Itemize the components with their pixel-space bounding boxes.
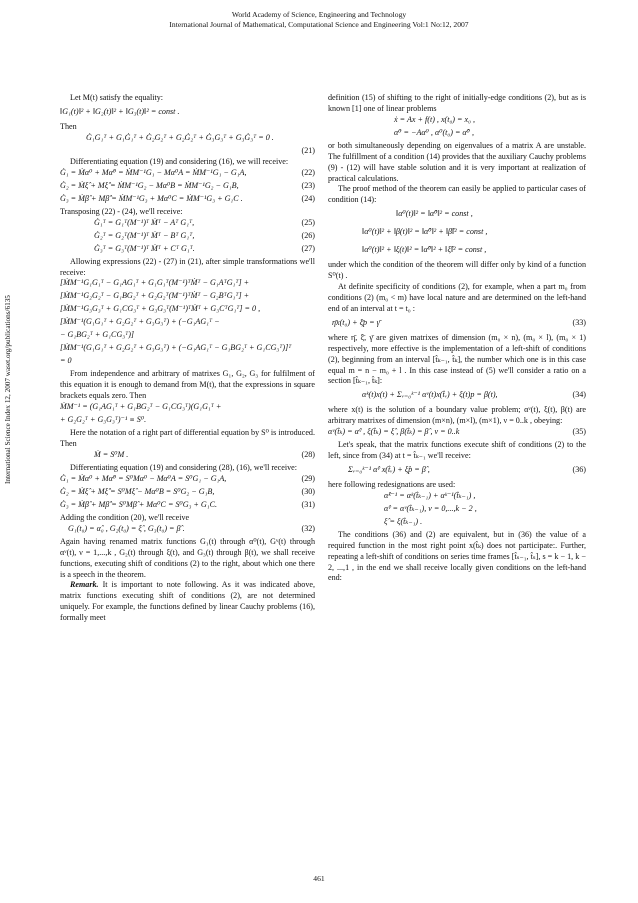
equation-number: (26)	[301, 230, 315, 240]
equation	[328, 115, 586, 128]
paragraph: Differentiating equation (19) and considering (16), we will receive:	[70, 156, 289, 166]
equation	[60, 330, 315, 343]
equation	[328, 427, 586, 440]
equation-formula: Ġ₂ᵀ = G₂ᵀ(M⁻¹)ᵀ Ṁᵀ − Bᵀ G₁ᵀ,	[94, 230, 195, 240]
page-number: 461	[313, 874, 325, 883]
equation	[328, 206, 586, 224]
equation-formula: α̂ᵏ⁻¹ = αᵏ(t̂ₖ₋₁) + αᵏ⁻¹(t̂ₖ₋₁) ,	[384, 490, 476, 500]
equation	[328, 128, 586, 141]
journal-header	[0, 10, 638, 30]
equation	[328, 224, 586, 242]
equation-number: (21)	[301, 145, 315, 155]
header-line-1: World Academy of Science, Engineering and Technology	[231, 10, 407, 19]
equation-number: (33)	[572, 317, 586, 327]
equation	[60, 402, 315, 415]
equation	[328, 517, 586, 530]
equation	[60, 133, 315, 146]
equation-number: (34)	[572, 390, 586, 400]
equation	[60, 181, 315, 194]
equation-formula: Ġ₁G₁ᵀ + G₁Ġ₁ᵀ + Ġ₂G₂ᵀ + G₂Ġ₂ᵀ + Ġ₃G₃ᵀ + G₃Ġ₃ᵀ = 0 .	[86, 132, 274, 142]
equation-number: (32)	[301, 523, 315, 533]
paragraph: definition (15) of shifting to the right of initially-edge conditions (2), but as is known [1] one of linear problems	[328, 93, 586, 113]
paragraph: Let's speak, that the matrix functions execute shift of conditions (2) to the left, since from (34) at t = t̂ₖ₋₁ we'll receive:	[328, 440, 586, 461]
equation-formula: ẋ = Ax + f(t) , x(t₀) = x₀ ,	[394, 114, 475, 124]
equation	[60, 231, 315, 244]
equation-number: (36)	[572, 464, 586, 474]
equation	[60, 356, 315, 369]
paragraph: From independence and arbitrary of matrixes G₁, G₂, G₃ for fulfilment of this equation it is enough to demand from M(t), that the expressions in square brackets equals zero. Then	[60, 369, 315, 401]
equation	[60, 291, 315, 304]
equation-formula: ‖G₁(t)‖² + ‖G₂(t)‖² + ‖G₃(t)‖² = const .	[60, 106, 180, 116]
header-line-2: International Journal of Mathematical, Computational Science and Engineering Vol:1 No:12, 2007	[169, 20, 469, 29]
equation	[60, 474, 315, 487]
equation-formula: Ġ₂ = Ṁξ̂ + Mξ̂̇ = ṀM⁻¹G₂ − Mα⁰B = ṀM⁻¹G₂ − G₁B,	[60, 180, 239, 190]
equation-formula: Ġ₁ = Ṁα⁰ + Mα̇⁰ = S⁰Mα⁰ − Mα⁰A = S⁰G₁ − G₁A,	[60, 473, 227, 483]
paragraph: Again having renamed matrix functions G₁(t) through α⁰(t), Gᵛ(t) through αᵛ(t), ν = 1,...,k , G₂(t) through ξ(t), and G₃(t) through β(t), we shall receive functions, executing shift of conditions (2) to the right, about which one there is a speech in the theorem.	[60, 536, 315, 579]
equation	[328, 491, 586, 504]
equation	[60, 168, 315, 181]
paragraph	[60, 580, 315, 624]
equation-number: (27)	[301, 243, 315, 253]
equation-formula: Ġ₂ = Ṁξ̂ + Mξ̂̇ = S⁰Mξ̂ − Mα⁰B = S⁰G₂ − G₁B,	[60, 486, 215, 496]
paragraph: or both simultaneously depending on eigenvalues of a matrix A are unstable. The fulfillment of a condition (14) provides that the auxiliary Cauchy problems (9) - (12) will have stable solution and it is very important at realization of practical calculations.	[328, 140, 586, 183]
equation-formula: Ġ₃ᵀ = G₃ᵀ(M⁻¹)ᵀ Ṁᵀ + Cᵀ G₁ᵀ.	[94, 243, 195, 253]
equation-number: (25)	[301, 217, 315, 227]
right-column	[328, 93, 586, 584]
equation-formula: α̇⁰ = −Aα⁰ , α⁰(t₀) = α̂⁰ ,	[394, 127, 474, 137]
equation	[60, 343, 315, 356]
paragraph: At definite specificity of conditions (2), for example, when a part m₀ from conditions (2) (m₀ < m) have local nature and are determined on the left-hand end of an interval at t = t₀ :	[328, 282, 586, 313]
equation-formula: [ṀM⁻¹(G₁G₁ᵀ + G₂G₂ᵀ + G₃G₃ᵀ) + (−G₁AG₁ᵀ −	[60, 317, 220, 327]
equation-number: (22)	[301, 167, 315, 177]
equation-number: (23)	[301, 180, 315, 190]
paragraph: The proof method of the theorem can easily be applied to particular cases of condition (14):	[328, 184, 586, 205]
equation-number: (30)	[301, 486, 315, 496]
equation	[60, 194, 315, 207]
equation	[60, 317, 315, 330]
equation	[60, 487, 315, 500]
equation	[328, 242, 586, 260]
equation-number: (35)	[572, 427, 586, 437]
equation	[60, 450, 315, 463]
equation-formula: Ġ₃ = Ṁβ̂ + Mβ̂̇ = S⁰Mβ̂ + Mα⁰C = S⁰G₃ + G₁C.	[60, 499, 217, 509]
paragraph: Transposing (22) - (24), we'll receive:	[60, 206, 183, 216]
remark-text: It is important to note following. As it was indicated above, matrix functions executing shift of conditions (2), are not determined uniquely. For example, the functions defined by linear Cauchy problems (16), formally meet	[60, 580, 315, 623]
equation	[328, 387, 586, 405]
paragraph: under which the condition of the theorem will differ only by kind of a function S⁰(t) .	[328, 260, 586, 281]
equation	[60, 524, 315, 537]
equation-formula: G₁(t₀) = α̂₀ , G₂(t₀) = ξ̂ , G₃(t₀) = β̂ .	[68, 523, 185, 533]
equation-formula: η̄x(t₀) + ξ̄p = γ̄	[332, 317, 380, 327]
equation-formula: αᵏ(t)x(t) + Σᵥ₌₀ᵏ⁻¹ αᵛ(t)x(t̂ᵥ) + ξ(t)p = β(t),	[362, 390, 498, 400]
equation-formula: Ṁ = S⁰M .	[94, 449, 129, 459]
equation	[60, 500, 315, 513]
equation	[60, 244, 315, 257]
paragraph: where η̄, ξ̄, γ̄ are given matrixes of dimension (m₀ × n), (m₀ × l), (m₀ × 1) respectively, more effective is the implementation of a left-shift of conditions (2), beginning from an interval [t̂ₖ₋₁, t̂ₖ], the number which one is in this case equal m = n − m₀ + l . In this case instead of (5) we'll consider a ratio on a section [t̂ₖ₋₁, t̂ₖ]:	[328, 332, 586, 386]
equation	[60, 415, 315, 428]
paragraph: where x(t) is the solution of a boundary value problem; αᵛ(t), ξ(t), β(t) are arbitrary matrixes of dimension (m×n), (m×l), (m×1), ν = 0..k , obeying:	[328, 405, 586, 426]
equation-formula: [ṀM⁻¹G₁G₁ᵀ − G₁AG₁ᵀ + G₁G₁ᵀ(M⁻¹)ᵀṀᵀ − G₁AᵀG₁ᵀ] +	[60, 278, 250, 288]
remark-title: Remark.	[70, 580, 99, 590]
equation-formula: ‖α⁰(t)‖² + ‖β(t)‖² = ‖α̂⁰‖² + ‖β̂‖² = const ,	[362, 227, 488, 237]
equation-number: (28)	[301, 449, 315, 459]
equation-formula: Ġ₃ = Ṁβ̂ + Mβ̂̇ = ṀM⁻¹G₃ + Mα⁰C = ṀM⁻¹G₃ + G₁C .	[60, 193, 243, 203]
equation	[328, 315, 586, 333]
equation-number: (29)	[301, 473, 315, 483]
left-column	[60, 93, 315, 624]
paragraph: Adding the condition (20), we'll receive	[60, 512, 190, 522]
equation-formula: = 0	[60, 356, 72, 366]
equation	[328, 504, 586, 517]
equation-formula: [ṀM⁻¹G₂G₂ᵀ − G₁BG₂ᵀ + G₂G₂ᵀ(M⁻¹)ᵀṀᵀ − G₂BᵀG₁ᵀ] +	[60, 291, 250, 301]
equation	[60, 104, 315, 122]
sidebar-citation: International Science Index 12, 2007 waset.org/publications/6135	[4, 295, 12, 485]
equation	[60, 218, 315, 231]
equation	[60, 278, 315, 291]
paragraph: Here the notation of a right part of differential equation by S⁰ is introduced. Then	[60, 428, 315, 449]
paragraph: Let M(t) satisfy the equality:	[70, 93, 164, 102]
equation-number: (31)	[301, 499, 315, 509]
equation-number: (24)	[301, 193, 315, 203]
paragraph: Differentiating equation (19) and considering (28), (16), we'll receive:	[70, 462, 297, 472]
equation-formula: [ṀM⁻¹G₃G₃ᵀ + G₁CG₃ᵀ + G₃G₃ᵀ(M⁻¹)ᵀṀᵀ + G₃CᵀG₁ᵀ] = 0 ,	[60, 304, 261, 314]
equation	[328, 462, 586, 480]
equation-formula: [ṀM⁻¹(G₁G₁ᵀ + G₂G₂ᵀ + G₃G₃ᵀ) + (−G₁AG₁ᵀ − G₁BG₂ᵀ + G₁CG₃ᵀ)]ᵀ	[60, 343, 292, 353]
equation	[60, 304, 315, 317]
equation-formula: ‖α⁰(t)‖² = ‖α̂⁰‖² = const ,	[396, 209, 473, 219]
paragraph: here following redesignations are used:	[328, 479, 456, 489]
equation-formula: ξ̂ = ξ(t̂ₖ₋₁) .	[384, 516, 423, 526]
paragraph: Then	[60, 121, 77, 131]
paragraph: Allowing expressions (22) - (27) in (21), after simple transformations we'll receive:	[60, 256, 315, 277]
equation-formula: Σᵥ₌₀ᵏ⁻¹ α̂ᵛ x(t̂ᵥ) + ξ̂p = β̂ ,	[348, 464, 430, 474]
paragraph: The conditions (36) and (2) are equivalent, but in (36) the value of a required function in the most right point x(t̂ₖ) does not participate:. Further, repeating a left-shift of conditions on series time frames [t̂ₛ₋₁, t̂ₛ], s = k − 1, k − 2, ...,1 , in the end we shall receive locally given conditions on the left-hand end:	[328, 529, 586, 583]
equation-formula: ‖α⁰(t)‖² + ‖ξ(t)‖² = ‖α̂⁰‖² + ‖ξ̂‖² = const ,	[362, 245, 487, 255]
equation-formula: Ġ₁ = Ṁα⁰ + Mα̇⁰ = ṀM⁻¹G₁ − Mα⁰A = ṀM⁻¹G₁ − G₁A,	[60, 167, 247, 177]
equation-formula: αᵛ(t̂ₖ) = α̂ᵛ , ξ(t̂ₖ) = ξ̂ , β(t̂ₖ) = β̂ , ν = 0..k	[328, 427, 460, 437]
equation-formula: α̂ᵛ = αᵛ(t̂ₖ₋₁), ν = 0,...,k − 2 ,	[384, 503, 477, 513]
equation-formula: Ġ₁ᵀ = G₁ᵀ(M⁻¹)ᵀ Ṁᵀ − Aᵀ G₁ᵀ,	[94, 217, 195, 227]
equation-formula: − G₁BG₂ᵀ + G₁CG₃ᵀ)]	[60, 330, 135, 340]
equation-formula: ṀM⁻¹ = (G₁AG₁ᵀ + G₁BG₂ᵀ − G₁CG₃ᵀ)(G₁G₁ᵀ +	[60, 402, 222, 412]
equation-formula: + G₂G₂ᵀ + G₃G₃ᵀ)⁻¹ ≡ S⁰.	[60, 415, 147, 425]
